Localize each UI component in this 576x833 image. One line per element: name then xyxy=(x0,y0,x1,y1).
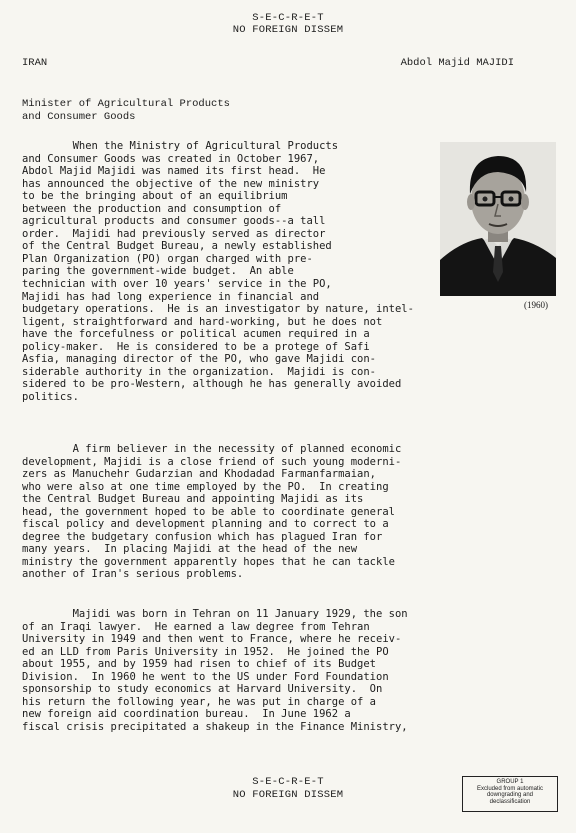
paragraph-1: When the Ministry of Agricultural Products and Consumer Goods was created in October 1967, Abdol Majid Majidi was named its first head. He has announced the objective of the new ministry to be the bringing about of an equilibrium between the production and consumption of agricultural products and consumer goods--a tall order. Majidi had previously served as director of the Central Budget Bureau, a newly established Plan Organization (PO) organ charged with pre- paring the government-wide budget. An able technician with over 10 years' service in the PO, Majidi has had long experience in financial and budgetary operations. He is an investigator by nature, intel- ligent, straightforward and hard-working, but he does not have the forcefulness or political acumen required in a policy-maker. He is considered to be a protege of Safi Asfia, managing director of the PO, who gave Majidi con- siderable authority in the organization. Majidi is con- sidered to be pro-Western, although he has generally avoided politics. xyxy=(22,140,414,403)
position-title-line1: Minister of Agricultural Products xyxy=(22,98,230,110)
group-box-line1: GROUP 1 xyxy=(496,779,524,785)
group-classification-box xyxy=(462,776,558,812)
paragraph-2: A firm believer in the necessity of planned economic development, Majidi is a close friend of such young moderni- zers as Manuchehr Gudarzian and Khodadad Farmanfarmaian, who were also at one time employed by the PO. In creating the Central Budget Bureau and appointing Majidi as its head, the government hoped to be able to coordinate general fiscal policy and development planning and to correct to a degree the budgetary confusion which has plagued Iran for many years. In placing Majidi at the head of the new ministry the government apparently hopes that he can tackle another of Iran's serious problems. xyxy=(22,443,402,581)
country-label: IRAN xyxy=(22,57,48,69)
paragraph-3: Majidi was born in Tehran on 11 January 1929, the son of an Iraqi lawyer. He earned a law degree from Tehran University in 1949 and then went to France, where he receiv- ed an LLD from Paris University in 1952. He joined the PO about 1955, and by 1959 had risen to chief of its Budget Division. In 1960 he went to the US under Ford Foundation sponsorship to study economics at Harvard University. On his return the following year, he was put in charge of a new foreign aid coordination bureau. In June 1962 a fiscal crisis precipitated a shakeup in the Finance Ministry, xyxy=(22,608,408,733)
group-box-line3: downgrading and xyxy=(486,792,534,799)
group-box-line4: declassification xyxy=(489,798,531,805)
position-title xyxy=(22,98,230,123)
position-title-line2: and Consumer Goods xyxy=(22,110,136,123)
photo-caption: (1960) xyxy=(524,300,548,310)
footer-classification: S-E-C-R-E-T xyxy=(252,776,324,788)
header-classification: S-E-C-R-E-T xyxy=(252,12,324,24)
footer-dissem: NO FOREIGN DISSEM xyxy=(232,789,344,801)
group-box-line2: Excluded from automatic xyxy=(476,785,544,792)
header-dissem: NO FOREIGN DISSEM xyxy=(232,24,344,36)
person-name: Abdol Majid MAJIDI xyxy=(400,57,514,69)
